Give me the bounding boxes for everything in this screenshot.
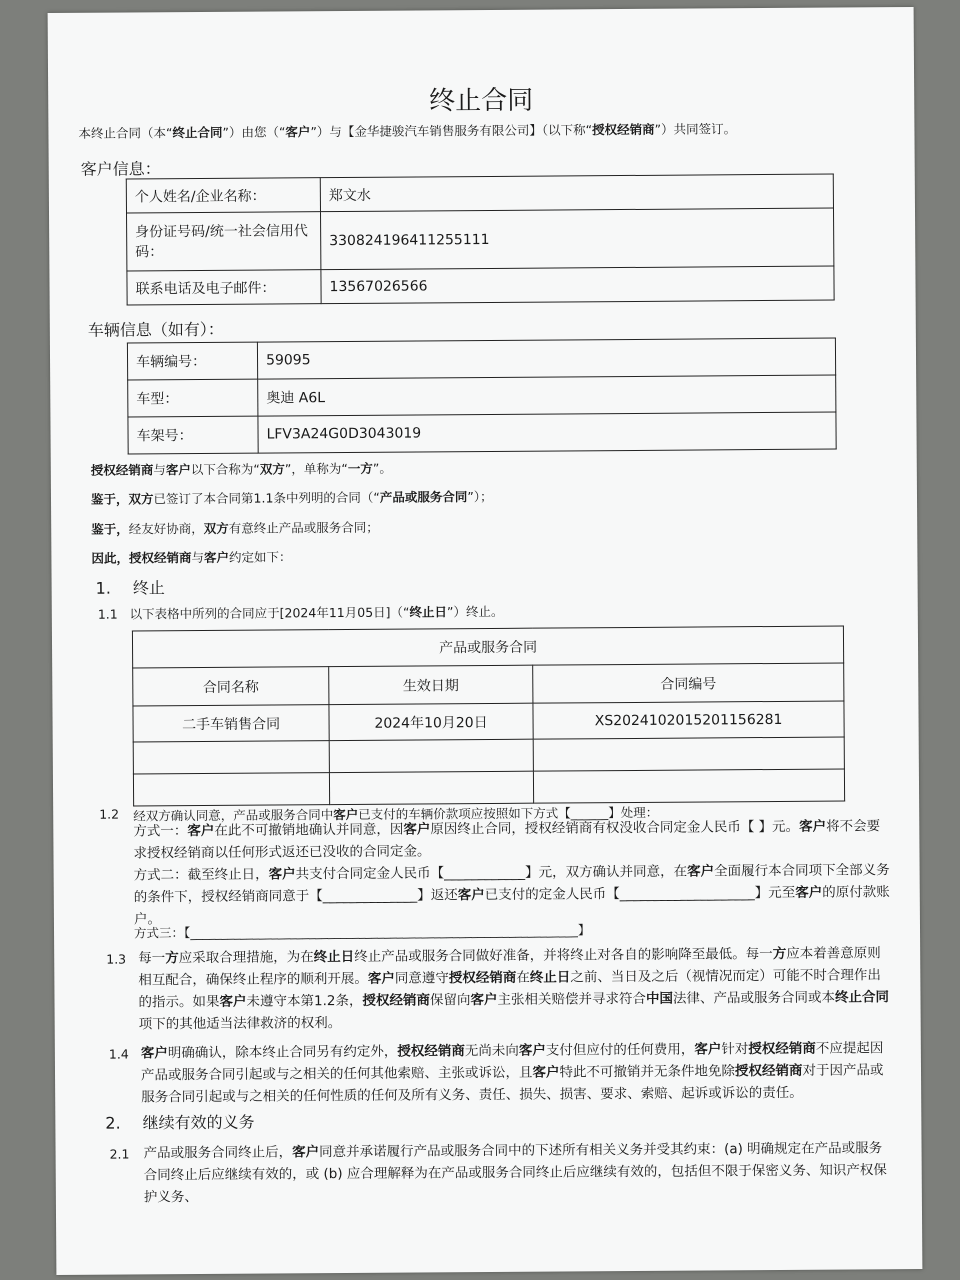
vehicle-info-heading: 车辆信息（如有）： (87, 319, 224, 340)
vehicle-info-table (127, 338, 837, 455)
contract-name-cell: 二手车销售合同 (133, 705, 329, 742)
clause-1-3-text: 每一方应采取合理措施，为在终止日终止产品或服务合同做好准备，并将终止对各自的影响降至最低。每一方应本着善意原则相互配合，确保终止程序的顺利开展。客户同意遵守授权经销商在终止日之前、当日及之后（视情况而定）可能不时合理作出的指示。如果客户未遵守本第1.2条，授权经销商保留向客户主张相关赔偿并寻求符合中国法律、产品或服务合同或本终止合同项下的其他适当法律救济的权利。 (138, 945, 890, 1033)
vehicle-model-label: 车型： (128, 379, 258, 417)
clause-1-4-number: 1.4 (108, 1046, 129, 1062)
table-row (128, 375, 836, 417)
clause-1-1: 1.1 以下表格中所列的合同应于[2024年11月05日]（“终止日”）终止。 (97, 603, 504, 622)
intro-paragraph: 本终止合同（本“终止合同”）由您（“客户”）与【金华捷骏汽车销售服务有限公司】（以下称“授权经销商”）共同签订。 (78, 121, 737, 141)
table-row (127, 208, 834, 271)
table-row (133, 701, 844, 742)
table-cell (329, 739, 533, 772)
vehicle-number-label: 车辆编号： (127, 342, 257, 380)
clause-1-3-number: 1.3 (106, 951, 127, 967)
customer-info-table (126, 174, 835, 306)
clause-2-1-number: 2.1 (109, 1146, 130, 1162)
table-row (132, 626, 843, 668)
whereas-1: 鉴于，双方已签订了本合同第1.1条中列明的合同（“产品或服务合同”）； (90, 488, 493, 507)
contract-number-cell: XS2024102015201156281 (533, 701, 844, 739)
clause-1-4-text: 客户明确确认，除本终止合同另有约定外，授权经销商无尚未向客户支付但应付的任何费用，客户针对授权经销商不应提起因产品或服务合同引起或与之相关的任何其他索赔、主张或诉讼，且客户特此不可撤销并无条件地免除授权经销商对于因产品或服务合同引起或与之相关的任何性质的任何及所有义务、责任、损失、损害、要求、索赔、起诉或诉讼的责任。 (140, 1040, 884, 1106)
table-row (133, 769, 844, 806)
customer-id-label: 身份证号码/统一社会信用代码： (127, 212, 321, 271)
table-cell (329, 771, 533, 804)
clause-2-1-text: 产品或服务合同终止后，客户同意并承诺履行产品或服务合同中的下述所有相关义务并受其约束：(a) 明确规定在产品或服务合同终止后应继续有效的，或 (b) 应合理解释为在产品或服务合同终止后应继续有效的，包括但不限于保密义务、知识产权保护义务、 (143, 1140, 887, 1206)
customer-id-value: 330824196411255111 (320, 208, 833, 270)
table-cell (133, 741, 329, 774)
table-row (127, 338, 835, 380)
parties-line: 授权经销商与客户以下合称为“双方”，单称为“一方”。 (90, 460, 392, 478)
table-cell (533, 769, 844, 803)
column-header: 合同编号 (533, 663, 844, 703)
section-2-heading: 2. 继续有效的义务 (105, 1112, 255, 1133)
effective-date-cell: 2024年10月20日 (329, 703, 533, 740)
table-cell (133, 773, 329, 806)
table-row (133, 737, 844, 774)
clause-1-2-lead: 经双方确认同意，产品或服务合同中客户已支付的车辆价款项应按照如下方式【______】处理： (133, 804, 659, 824)
document-page (48, 7, 923, 1275)
document-title: 终止合同 (429, 85, 534, 117)
section-1-heading: 1. 终止 (95, 578, 165, 598)
clause-1-2-option-3: 方式三：【______________________________________________________________】 (133, 922, 591, 941)
customer-contact-value: 13567026566 (321, 266, 834, 304)
contract-table (132, 625, 845, 806)
table-header-row (133, 663, 844, 706)
clause-1-2-option-1: 方式一：客户在此不可撤销地确认并同意，因客户原因终止合同，授权经销商有权没收合同定金人民币【 】元。客户将不会要求授权经销商以任何形式返还已没收的合同定金。 (133, 818, 881, 862)
vehicle-model-value: 奥迪 A6L (258, 375, 836, 416)
table-cell (533, 737, 844, 771)
whereas-2: 鉴于，经友好协商，双方有意终止产品或服务合同； (91, 519, 379, 537)
customer-info-heading: 客户信息： (80, 159, 161, 179)
table-row (128, 412, 836, 454)
customer-contact-label: 联系电话及电子邮件： (127, 270, 321, 305)
customer-name-value: 郑文水 (320, 174, 833, 212)
agreement-line: 因此，授权经销商与客户约定如下： (91, 549, 292, 566)
table-row (126, 174, 833, 213)
column-header: 合同名称 (133, 667, 329, 706)
clause-1-2-option-2: 方式二：截至终止日，客户共支付合同定金人民币【____________】元，双方确认并同意，在客户全面履行本合同项下全部义务的条件下，授权经销商同意于【______________】返还客户已支付的定金人民币【____________________】元至客户的原付款账户。 (133, 862, 890, 928)
vehicle-vin-value: LFV3A24G0D3043019 (258, 412, 836, 453)
vehicle-vin-label: 车架号： (128, 416, 258, 454)
contract-table-caption: 产品或服务合同 (132, 626, 843, 668)
clause-1-2-number: 1.2 (99, 806, 120, 822)
table-row (127, 266, 834, 305)
customer-name-label: 个人姓名/企业名称： (126, 178, 320, 213)
vehicle-number-value: 59095 (257, 338, 835, 379)
column-header: 生效日期 (329, 665, 533, 704)
